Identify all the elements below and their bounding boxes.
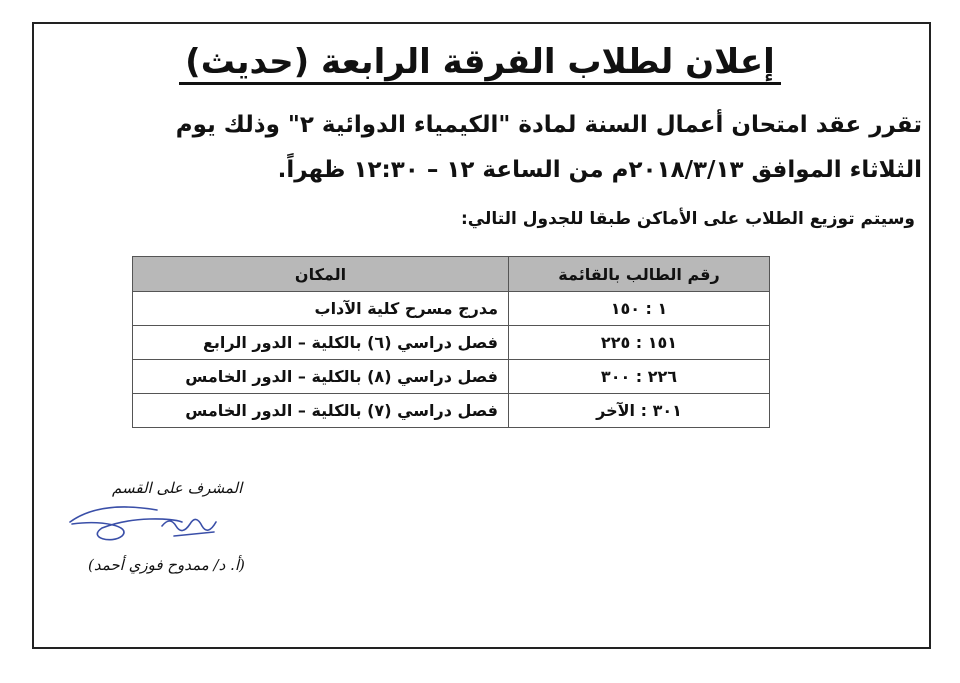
- header-student-number: رقم الطالب بالقائمة: [509, 257, 770, 292]
- announcement-line-2: الثلاثاء الموافق ٢٠١٨/٣/١٣م من الساعة ١٢ – ١٢:٣٠ ظهراً.: [277, 157, 922, 183]
- header-location: المكان: [133, 257, 509, 292]
- cell-student-range: ٢٢٦ : ٣٠٠: [509, 360, 770, 394]
- signature-scribble: [62, 496, 242, 551]
- cell-location: فصل دراسي (٧) بالكلية – الدور الخامس: [133, 394, 509, 428]
- cell-student-range: ٣٠١ : الآخر: [509, 394, 770, 428]
- cell-location: فصل دراسي (٨) بالكلية – الدور الخامس: [133, 360, 509, 394]
- cell-student-range: ١٥١ : ٢٢٥: [509, 326, 770, 360]
- supervisor-name: (أ. د/ ممدوح فوزي أحمد): [88, 556, 245, 574]
- cell-student-range: ١ : ١٥٠: [509, 292, 770, 326]
- table-row: [133, 292, 770, 326]
- announcement-title: إعلان لطلاب الفرقة الرابعة (حديث): [0, 40, 960, 84]
- table-row: [133, 326, 770, 360]
- distribution-intro: وسيتم توزيع الطلاب على الأماكن طبقا للجدول التالي:: [460, 209, 915, 229]
- table-header-row: [133, 257, 770, 292]
- cell-location: فصل دراسي (٦) بالكلية – الدور الرابع: [133, 326, 509, 360]
- table-row: [133, 394, 770, 428]
- supervisor-title: المشرف على القسم: [112, 479, 243, 497]
- distribution-table: [132, 256, 770, 428]
- table-row: [133, 360, 770, 394]
- announcement-line-1: تقرر عقد امتحان أعمال السنة لمادة "الكيمياء الدوائية ٢" وذلك يوم: [175, 112, 922, 138]
- cell-location: مدرج مسرح كلية الآداب: [133, 292, 509, 326]
